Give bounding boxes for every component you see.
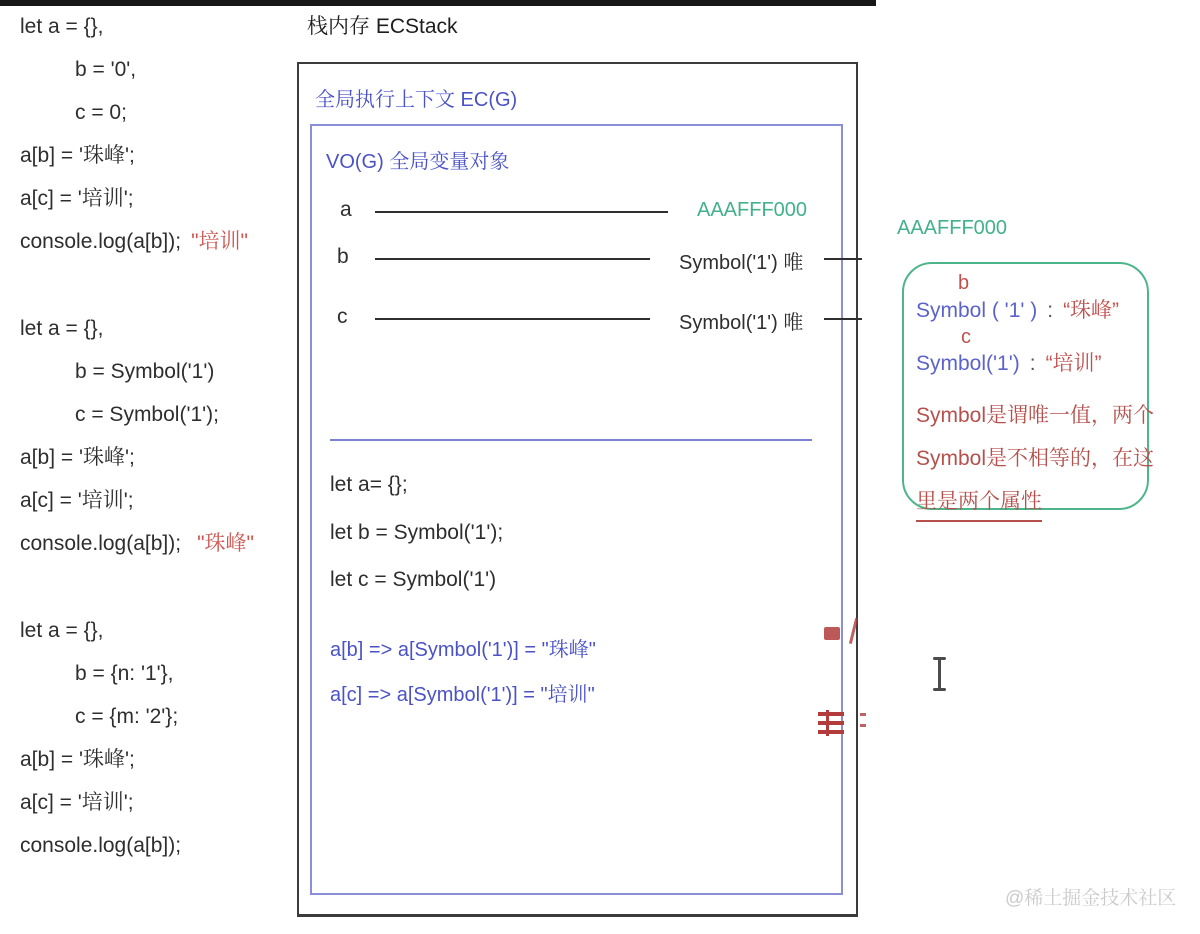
- note-line-3: [916, 480, 1154, 523]
- watermark: @稀土掘金技术社区: [1005, 888, 1177, 909]
- box-code-line-3: let c = Symbol('1'): [330, 568, 497, 591]
- code-text: c = 0;: [75, 101, 127, 124]
- code-line: [20, 177, 248, 220]
- clipped-red-fragment-1: [822, 624, 868, 654]
- code-line: [20, 738, 181, 781]
- code-line: [20, 393, 254, 436]
- heap-entry-c: [916, 347, 1102, 377]
- code-block-3: [20, 609, 181, 867]
- code-text: a[c] = '培训';: [20, 489, 134, 512]
- note-line-2: Symbol是不相等的，在这: [916, 447, 1155, 470]
- code-line: [20, 609, 181, 652]
- code-text: c = Symbol('1');: [75, 403, 219, 426]
- var-pointer-line-a: [375, 211, 668, 213]
- heap-entry-b: [916, 294, 1119, 324]
- ec-global-label: 全局执行上下文 EC(G): [315, 89, 518, 111]
- code-line: [20, 307, 254, 350]
- code-line: [20, 134, 248, 177]
- code-text: b = {n: '1'},: [75, 662, 174, 685]
- code-line: [20, 350, 254, 393]
- code-line: [20, 48, 248, 91]
- code-text: console.log(a[b]);: [20, 532, 182, 555]
- var-value-b: Symbol('1') 唯: [679, 252, 804, 274]
- code-line: [20, 479, 254, 522]
- code-line: [20, 522, 254, 565]
- stack-memory-title: 栈内存 ECStack: [307, 15, 458, 38]
- note-line-1: Symbol是谓唯一值，两个: [916, 404, 1155, 427]
- code-line: [20, 436, 254, 479]
- code-text: a[b] = '珠峰';: [20, 144, 135, 167]
- code-line: [20, 5, 248, 48]
- code-line: [20, 220, 248, 263]
- var-name-b: b: [337, 245, 349, 268]
- code-text: a[b] = '珠峰';: [20, 748, 135, 771]
- code-text: b = '0',: [75, 58, 137, 81]
- box-code-line-1: let a= {};: [330, 473, 408, 496]
- code-text: let a = {},: [20, 15, 104, 38]
- box-blue-line-1: a[b] => a[Symbol('1')] = "珠峰": [330, 639, 596, 661]
- code-line: [20, 652, 181, 695]
- heap-connector-line-c: [824, 318, 862, 320]
- box-code-line-2: let b = Symbol('1');: [330, 521, 504, 544]
- code-line: [20, 695, 181, 738]
- code-text: let a = {},: [20, 317, 104, 340]
- vo-global-box: [310, 124, 843, 895]
- var-value-a: AAAFFF000: [697, 199, 808, 221]
- heap-value: “培训”: [1045, 352, 1102, 375]
- colon-separator: :: [1047, 299, 1054, 322]
- code-line: [20, 91, 248, 134]
- code-text: console.log(a[b]);: [20, 834, 182, 857]
- code-text: a[c] = '培训';: [20, 187, 134, 210]
- colon-separator: :: [1029, 352, 1036, 375]
- var-pointer-line-c: [375, 318, 650, 320]
- heap-key-label-b: b: [958, 272, 970, 294]
- vo-section-divider: [330, 439, 812, 441]
- var-name-a: a: [340, 198, 352, 221]
- code-text: let a = {},: [20, 619, 104, 642]
- console-output-annotation: "珠峰": [197, 532, 255, 555]
- box-blue-line-2: a[c] => a[Symbol('1')] = "培训": [330, 684, 595, 706]
- code-block-2: [20, 307, 254, 565]
- code-text: a[c] = '培训';: [20, 791, 134, 814]
- code-text: a[b] = '珠峰';: [20, 446, 135, 469]
- code-block-1: [20, 5, 248, 263]
- heap-key-label-c: c: [961, 326, 971, 348]
- vo-label: VO(G) 全局变量对象: [326, 151, 510, 173]
- symbol-text: Symbol('1'): [916, 352, 1020, 375]
- code-line: [20, 824, 181, 867]
- heap-address-label: AAAFFF000: [897, 217, 1008, 239]
- code-line: [20, 781, 181, 824]
- code-text: b = Symbol('1'): [75, 360, 215, 383]
- code-text: c = {m: '2'};: [75, 705, 179, 728]
- var-value-c: Symbol('1') 唯: [679, 312, 804, 334]
- clipped-red-fragment-2: [816, 708, 872, 742]
- heap-connector-line-b: [824, 258, 862, 260]
- heap-value: “珠峰”: [1063, 299, 1120, 322]
- code-text: console.log(a[b]);: [20, 230, 182, 253]
- symbol-text: Symbol ( '1' ): [916, 299, 1038, 322]
- underlined-note-text: 里是两个属性: [916, 484, 1042, 522]
- var-name-c: c: [337, 305, 348, 328]
- text-cursor-icon: [932, 657, 948, 691]
- heap-note: [916, 394, 1154, 523]
- var-pointer-line-b: [375, 258, 650, 260]
- console-output-annotation: "培训": [191, 230, 249, 253]
